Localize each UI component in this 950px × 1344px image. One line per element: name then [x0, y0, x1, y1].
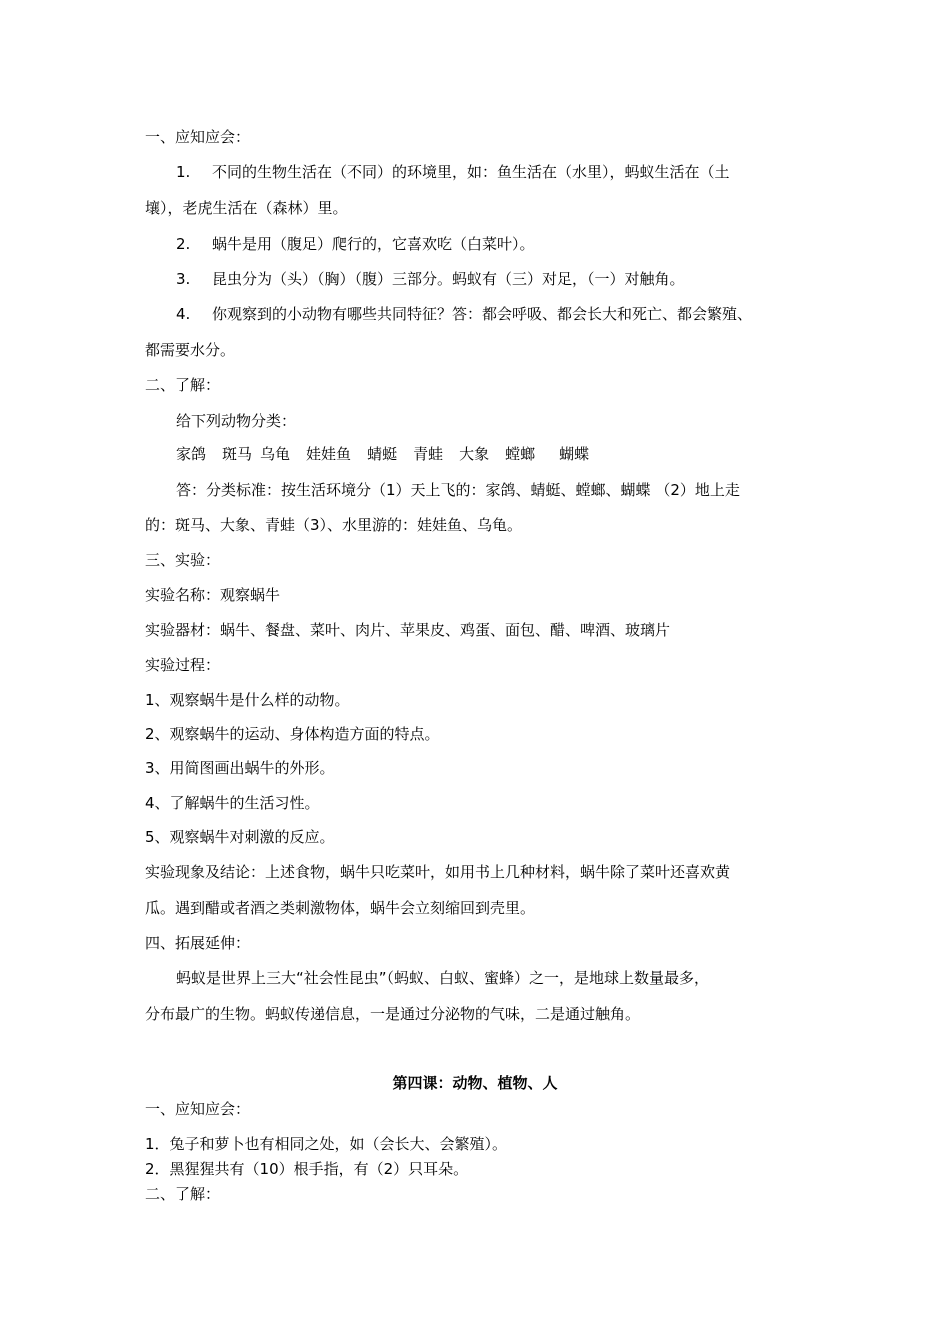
lesson-title: 第四课：动物、植物、人: [392, 1074, 558, 1092]
experiment-tools: 实验器材：蜗牛、餐盘、菜叶、肉片、苹果皮、鸡蛋、面包、醋、啤酒、玻璃片: [145, 621, 671, 639]
question-item: 1．兔子和萝卜也有相同之处，如（会长大、会繁殖）。: [145, 1135, 508, 1153]
paragraph-1: [176, 162, 730, 182]
result-text-cont: 瓜。遇到醋或者酒之类刺激物体，蜗牛会立刻缩回到壳里。: [145, 899, 536, 917]
animal-item: 蝴蝶: [559, 445, 590, 463]
experiment-process: 实验过程：: [145, 656, 221, 674]
step-item: 1、观察蜗牛是什么样的动物。: [145, 691, 350, 709]
classify-prompt: 给下列动物分类：: [176, 412, 297, 430]
section-heading: 一、应知应会：: [145, 128, 251, 146]
animal-item: 青蛙: [413, 445, 444, 463]
section-heading: 三、实验：: [145, 551, 221, 569]
item-number: 3.: [176, 270, 191, 288]
answer-text: 答：分类标准：按生活环境分（1）天上飞的：家鸽、蜻蜓、螳螂、蝴蝶 （2）地上走: [176, 481, 740, 499]
paragraph-text: 不同的生物生活在（不同）的环境里，如：鱼生活在（水里），蚂蚁生活在（土: [212, 163, 730, 181]
extension-text-cont: 分布最广的生物。蚂蚁传递信息，一是通过分泌物的气味，二是通过触角。: [145, 1005, 641, 1023]
paragraph-text: 蜗牛是用（腹足）爬行的，它喜欢吃（白菜叶）。: [212, 235, 535, 253]
paragraph-4-cont: 都需要水分。: [145, 341, 236, 359]
animal-list: [176, 444, 589, 464]
result-text: 实验现象及结论：上述食物，蜗牛只吃菜叶，如用书上几种材料，蜗牛除了菜叶还喜欢黄: [145, 863, 731, 881]
animal-item: 乌龟: [260, 445, 291, 463]
paragraph-3: [176, 269, 685, 289]
section-heading: 一、应知应会：: [145, 1100, 251, 1118]
item-number: 1.: [176, 163, 191, 181]
animal-item: 斑马: [222, 445, 253, 463]
step-item: 3、用简图画出蜗牛的外形。: [145, 759, 335, 777]
section-heading: 二、了解：: [145, 376, 221, 394]
item-number: 4.: [176, 305, 191, 323]
animal-item: 蜻蜓: [367, 445, 398, 463]
animal-item: 家鸽: [176, 445, 207, 463]
step-item: 2、观察蜗牛的运动、身体构造方面的特点。: [145, 725, 440, 743]
paragraph-text: 昆虫分为（头）（胸）（腹）三部分。蚂蚁有（三）对足，（一）对触角。: [212, 270, 685, 288]
item-number: 2.: [176, 235, 191, 253]
paragraph-2: [176, 234, 535, 254]
section-heading: 四、拓展延伸：: [145, 934, 251, 952]
animal-item: 大象: [459, 445, 490, 463]
paragraph-4: [176, 304, 752, 324]
animal-item: 螳螂: [505, 445, 536, 463]
paragraph-1-cont: 壤），老虎生活在（森林）里。: [145, 199, 348, 217]
experiment-name: 实验名称：观察蜗牛: [145, 586, 281, 604]
animal-item: 娃娃鱼: [306, 445, 352, 463]
question-item: 2．黑猩猩共有（10）根手指，有（2）只耳朵。: [145, 1160, 469, 1178]
section-heading: 二、了解：: [145, 1185, 221, 1203]
step-item: 5、观察蜗牛对刺激的反应。: [145, 828, 335, 846]
answer-text-cont: 的：斑马、大象、青蛙（3）、水里游的：娃娃鱼、乌龟。: [145, 516, 523, 534]
extension-text: 蚂蚁是世界上三大“社会性昆虫”（蚂蚁、白蚁、蜜蜂）之一，是地球上数量最多，: [176, 969, 710, 987]
step-item: 4、了解蜗牛的生活习性。: [145, 794, 320, 812]
paragraph-text: 你观察到的小动物有哪些共同特征？答：都会呼吸、都会长大和死亡、都会繁殖、: [212, 305, 753, 323]
